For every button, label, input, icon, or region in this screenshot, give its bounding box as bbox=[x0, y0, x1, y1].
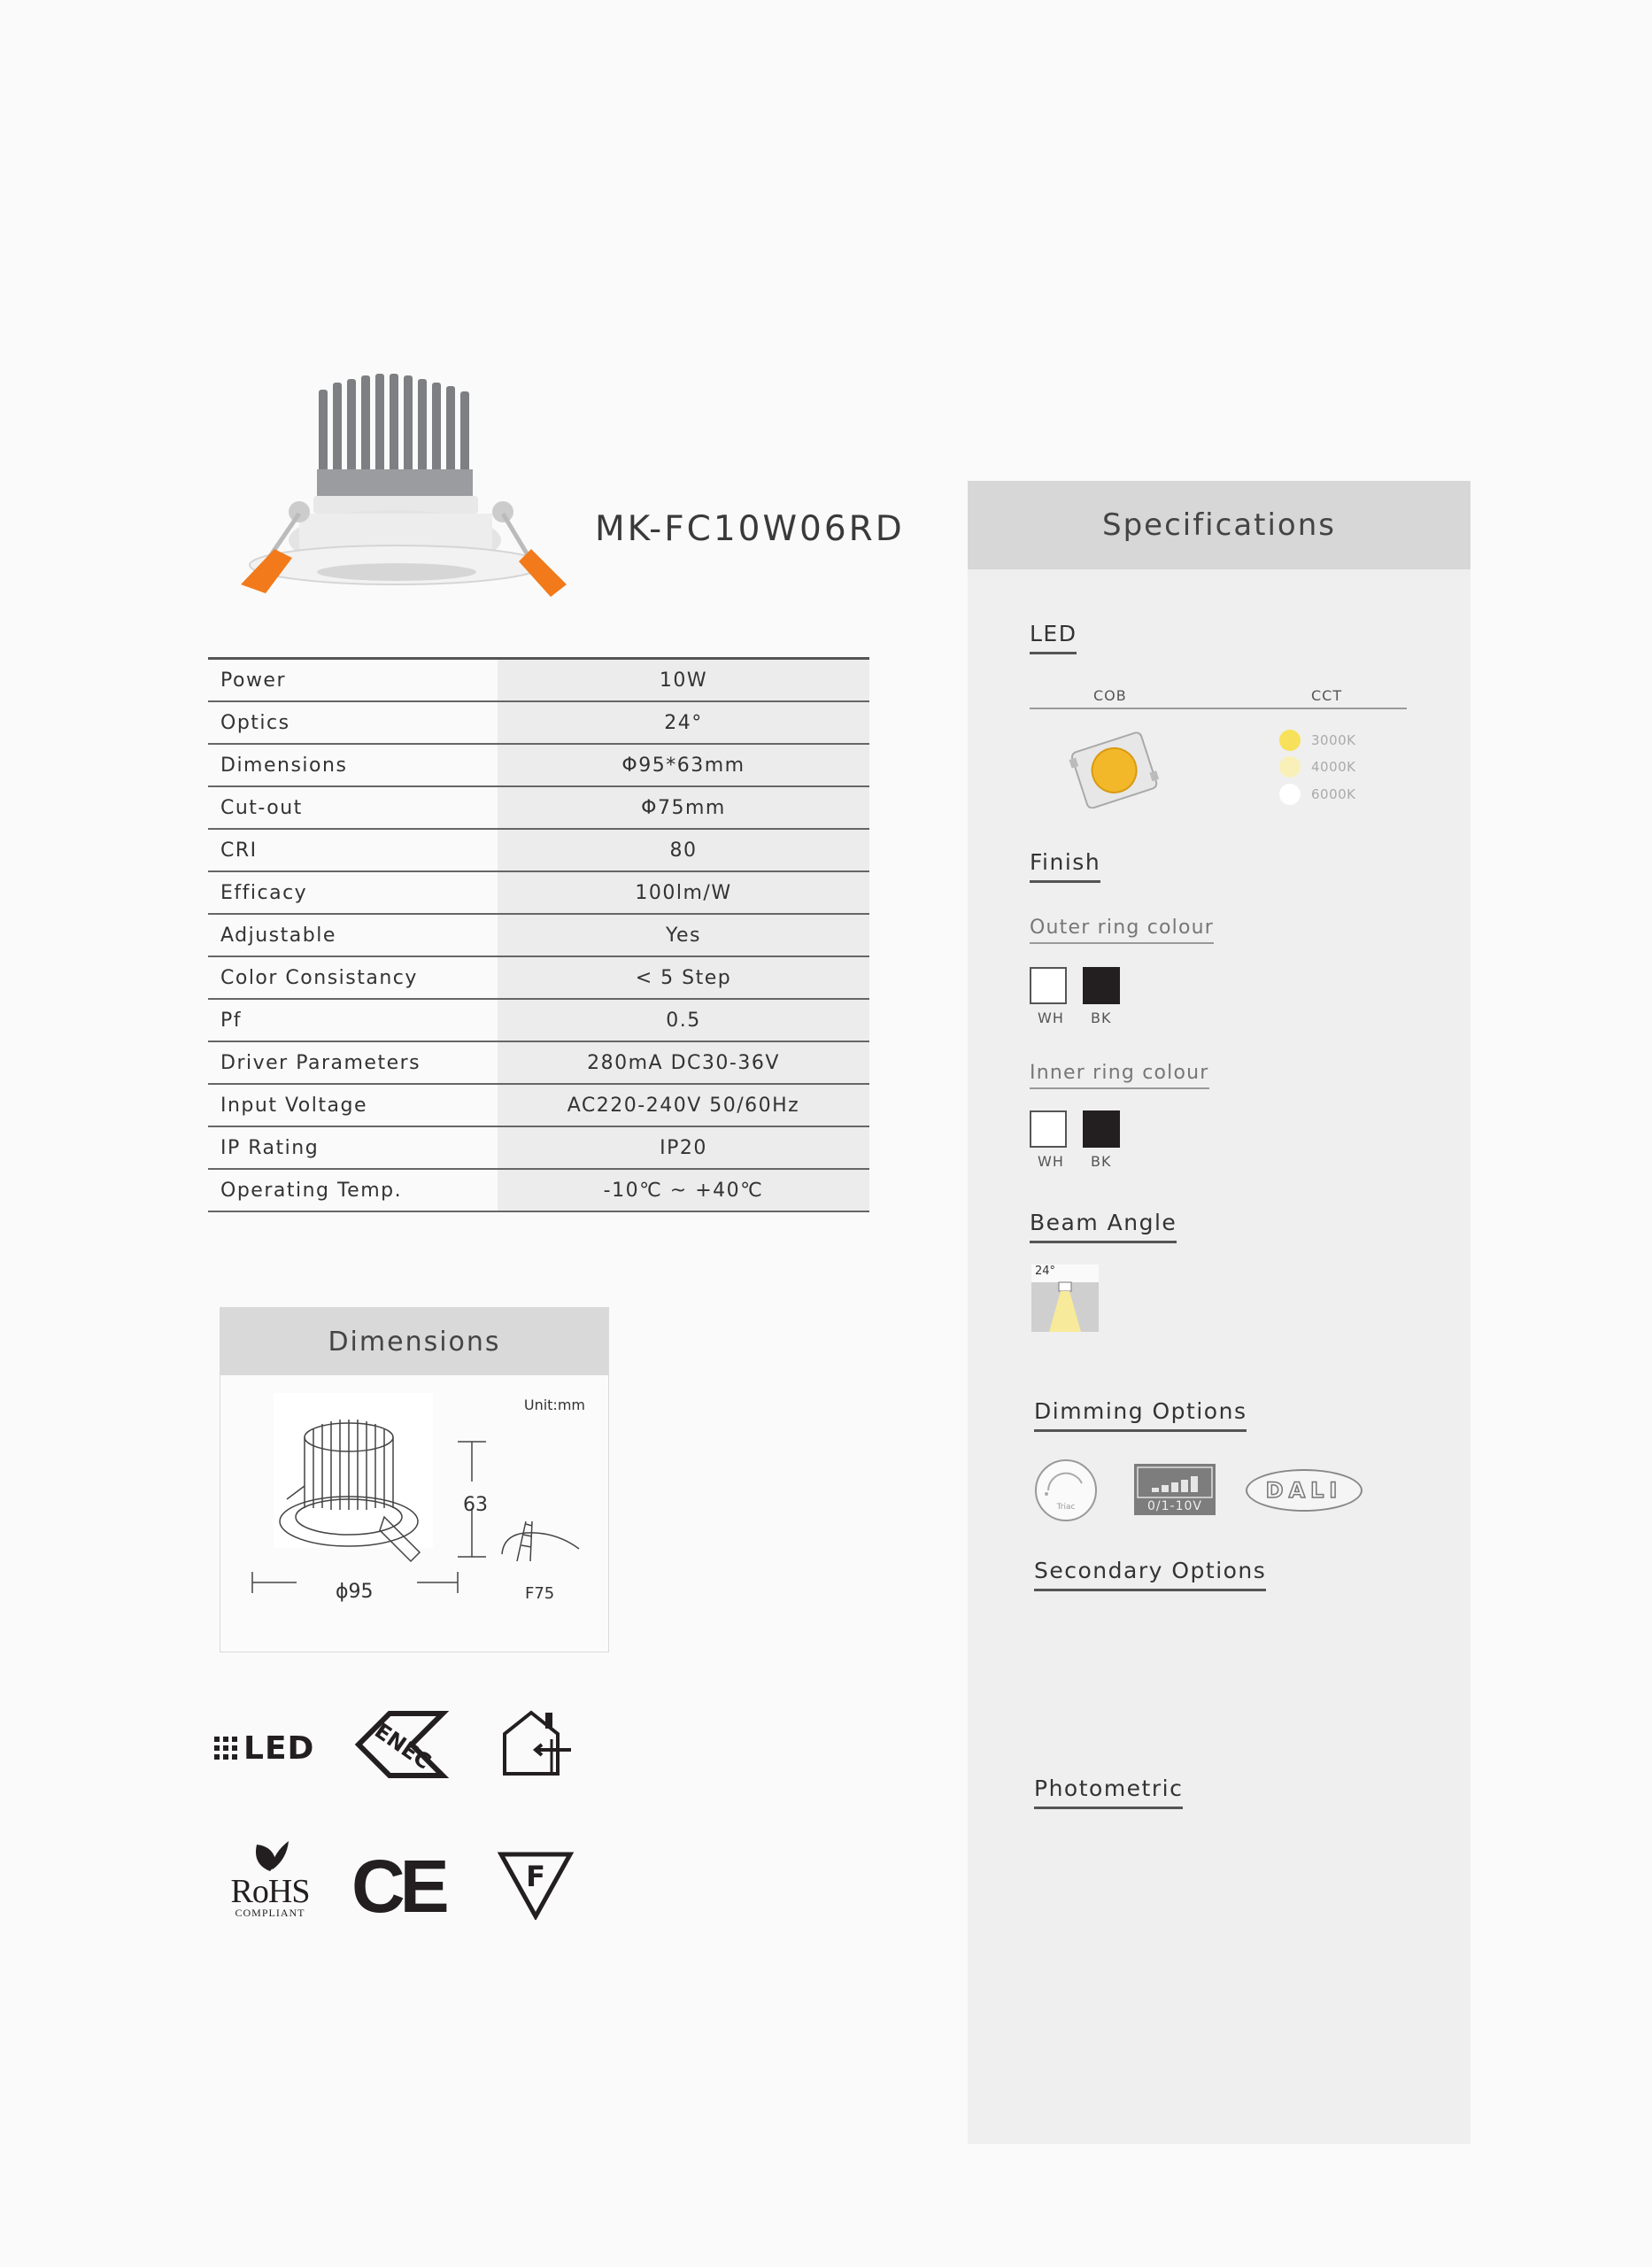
triac-label: Triac bbox=[1056, 1503, 1076, 1512]
dali-icon bbox=[1246, 1469, 1363, 1512]
outer-ring-wh-label: WH bbox=[1038, 1010, 1064, 1026]
spec-value: 280mA DC30-36V bbox=[498, 1042, 869, 1083]
spec-row bbox=[208, 660, 869, 702]
dali-text: DALI bbox=[1265, 1478, 1343, 1503]
cct-6000k-dot bbox=[1279, 784, 1301, 805]
spec-label: Adjustable bbox=[220, 924, 336, 947]
spec-label: Cut-out bbox=[220, 796, 303, 819]
ce-mark-icon: CE bbox=[351, 1845, 444, 1928]
spec-value: 10W bbox=[498, 660, 869, 700]
spec-label: Efficacy bbox=[220, 881, 308, 904]
spec-value: IP20 bbox=[498, 1127, 869, 1168]
finish-section-title: Finish bbox=[1030, 849, 1100, 883]
dimming-section-title: Dimming Options bbox=[1034, 1398, 1247, 1432]
outer-ring-white-swatch bbox=[1030, 967, 1067, 1004]
spec-row bbox=[208, 787, 869, 830]
spec-row bbox=[208, 1170, 869, 1212]
cob-chip-icon bbox=[1065, 729, 1162, 812]
specifications-title: Specifications bbox=[968, 481, 1471, 569]
spec-value: Φ95*63mm bbox=[498, 745, 869, 785]
spec-table bbox=[208, 657, 869, 1212]
dimensions-card bbox=[220, 1307, 609, 1652]
cct-6000k-label: 6000K bbox=[1311, 786, 1356, 802]
dimension-height-label: 63 bbox=[463, 1494, 488, 1516]
spec-label: Dimensions bbox=[220, 754, 348, 777]
dimension-drawing bbox=[220, 1375, 610, 1653]
product-photo bbox=[204, 372, 593, 620]
triac-dimmer-icon bbox=[1032, 1457, 1100, 1528]
inner-ring-wh-label: WH bbox=[1038, 1153, 1064, 1170]
spec-row bbox=[208, 915, 869, 957]
analog-dimmer-label: 0/1-10V bbox=[1147, 1499, 1202, 1513]
outer-ring-black-swatch bbox=[1083, 967, 1120, 1004]
dimensions-unit: Unit:mm bbox=[523, 1397, 585, 1413]
spec-row bbox=[208, 1127, 869, 1170]
outer-ring-bk-label: BK bbox=[1091, 1010, 1112, 1026]
spec-value: < 5 Step bbox=[498, 957, 869, 998]
spec-value: Φ75mm bbox=[498, 787, 869, 828]
f-mark-icon bbox=[496, 1849, 575, 1923]
spec-label: Power bbox=[220, 669, 287, 692]
spec-label: Optics bbox=[220, 711, 290, 734]
spec-row bbox=[208, 1000, 869, 1042]
cct-3000k-label: 3000K bbox=[1311, 732, 1356, 748]
enec-text: ENEC bbox=[370, 1718, 436, 1775]
photometric-title: Photometric bbox=[1034, 1776, 1183, 1809]
spec-row bbox=[208, 1085, 869, 1127]
spec-value: 0.5 bbox=[498, 1000, 869, 1041]
enec-icon bbox=[354, 1709, 452, 1783]
cct-label: CCT bbox=[1311, 687, 1343, 704]
product-model-title: MK-FC10W06RD bbox=[595, 509, 905, 549]
spec-label: Driver Parameters bbox=[220, 1051, 421, 1074]
inner-ring-white-swatch bbox=[1030, 1110, 1067, 1148]
specifications-panel bbox=[968, 481, 1471, 2144]
spec-row bbox=[208, 1042, 869, 1085]
rohs-icon bbox=[226, 1838, 314, 1920]
beam-angle-icon bbox=[1031, 1265, 1099, 1332]
spec-row bbox=[208, 830, 869, 872]
spec-label: Color Consistancy bbox=[220, 966, 418, 989]
spec-row bbox=[208, 745, 869, 787]
outer-ring-title: Outer ring colour bbox=[1030, 917, 1214, 944]
cct-4000k-dot bbox=[1279, 756, 1301, 778]
spec-label: Operating Temp. bbox=[220, 1179, 403, 1202]
led-divider bbox=[1030, 708, 1407, 709]
certification-icons bbox=[199, 1674, 606, 1984]
spec-value: 100lm/W bbox=[498, 872, 869, 913]
beam-angle-value: 24° bbox=[1035, 1265, 1056, 1278]
cob-label: COB bbox=[1093, 687, 1127, 704]
led-certification-icon bbox=[213, 1730, 314, 1767]
spec-label: Input Voltage bbox=[220, 1094, 367, 1117]
spec-row bbox=[208, 872, 869, 915]
dimension-diameter-label: ϕ95 bbox=[336, 1581, 374, 1603]
led-section-title: LED bbox=[1030, 621, 1077, 654]
inner-ring-title: Inner ring colour bbox=[1030, 1062, 1209, 1089]
beam-angle-section-title: Beam Angle bbox=[1030, 1210, 1177, 1243]
indoor-use-icon bbox=[496, 1707, 575, 1782]
spec-row bbox=[208, 957, 869, 1000]
dimension-cutout-label: F75 bbox=[525, 1584, 555, 1603]
inner-ring-black-swatch bbox=[1083, 1110, 1120, 1148]
spec-label: IP Rating bbox=[220, 1136, 320, 1159]
spec-value: -10℃ ~ +40℃ bbox=[498, 1170, 869, 1211]
spec-value: 24° bbox=[498, 702, 869, 743]
cct-4000k-label: 4000K bbox=[1311, 759, 1356, 775]
spec-value: Yes bbox=[498, 915, 869, 956]
analog-dimmer-icon bbox=[1134, 1464, 1216, 1515]
f-mark-text: F bbox=[526, 1860, 545, 1893]
led-certification-text: LED bbox=[243, 1730, 315, 1767]
secondary-options-title: Secondary Options bbox=[1034, 1558, 1266, 1591]
cct-3000k-dot bbox=[1279, 730, 1301, 751]
rohs-compliant-text: COMPLIANT bbox=[235, 1907, 305, 1919]
spec-label: Pf bbox=[220, 1009, 243, 1032]
rohs-text: RoHS bbox=[230, 1873, 310, 1910]
spec-label: CRI bbox=[220, 839, 258, 862]
spec-row bbox=[208, 702, 869, 745]
spec-value: 80 bbox=[498, 830, 869, 870]
dimensions-title: Dimensions bbox=[220, 1308, 608, 1375]
inner-ring-bk-label: BK bbox=[1091, 1153, 1112, 1170]
spec-value: AC220-240V 50/60Hz bbox=[498, 1085, 869, 1126]
